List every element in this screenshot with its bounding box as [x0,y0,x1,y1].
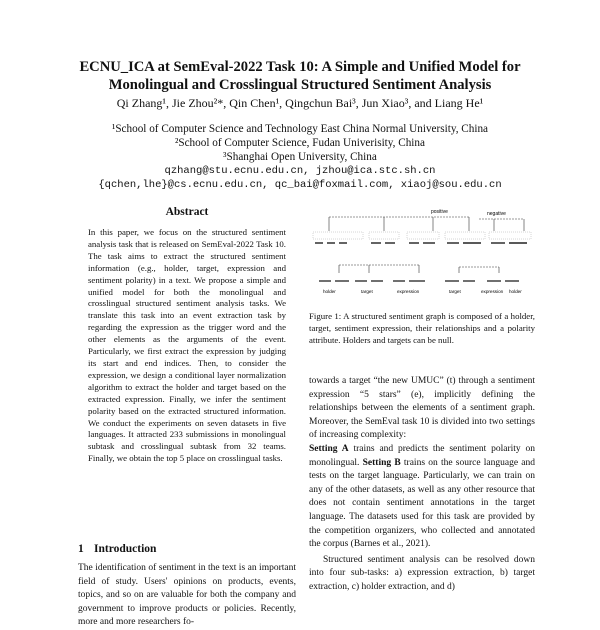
author-list: Qi Zhang¹, Jie Zhou²*, Qin Chen¹, Qingchun Bai³, Jun Xiao³, and Liang He¹ [116,96,484,110]
node-label-positive: positive [431,209,448,215]
node-label-target-2: target [449,289,461,294]
affiliation-2: ²School of Computer Science, Fudan Univerisity, China [175,137,425,149]
paper-title [0,58,600,94]
abstract-section [78,206,296,465]
node-label-expression-2: expression [481,289,504,294]
node-label-holder: holder [323,289,336,294]
node-label-target: target [361,289,373,294]
email-line-1: qzhang@stu.ecnu.edu.cn, jzhou@ica.stc.sh.cn [164,165,436,177]
sentiment-graph-diagram [309,205,535,305]
node-label-negative: negative [487,211,506,217]
title-line-1: ECNU_ICA at SemEval-2022 Task 10: A Simple and Unified Model for [79,59,521,75]
body-paragraph-1 [309,375,535,552]
setting-b-text: trains on the source language and tests on the target language. Particularly, we can train on any of the other datasets, as well as any other resource that does not contain sentiment annotations in the target language. The datasets used for this task are provided by the competition organizers, who collected and annotated the corpus (Barnes et al., 2021). [309,457,535,550]
setting-b-label: Setting B [362,457,401,468]
section-number: 1 [78,543,84,555]
node-label-expression: expression [397,289,420,294]
figure-1 [309,205,535,305]
body-p1-text: towards a target “the new UMUC” (t) through a sentiment expression “5 stars” (e), implicitly defining the relationships between the elements of a sentiment graph. Moreover, the SemEval task 10 is divided into two settings of increasing complexity: [309,376,535,441]
affiliation-3: ³Shanghai Open University, China [223,151,377,163]
title-line-2: Monolingual and Crosslingual Structured Sentiment Analysis [108,77,492,93]
setting-a-text: trains and predicts the sentiment polarity on monolingual. [309,443,535,468]
introduction-text: The identification of sentiment in the text is an important field of study. Users' opinions on products, events, topics, and so on are valuable for both the company and government to improve products or policies. Recently, more and more researchers fo- [78,563,296,628]
setting-a-label: Setting A [309,443,349,454]
body-paragraph-2: Structured sentiment analysis can be resolved down into four sub-tasks: a) expression extraction, b) target extraction, c) holder extraction, and d) [309,554,535,592]
right-column [309,205,535,347]
abstract-text: In this paper, we focus on the structured sentiment analysis task that is released on SemEval-2022 Task 10. The task aims to extract the structured sentiment information (e.g., holder, target, expression and sentiment polarity) in a text. We propose a simple and unified model for both the monolingual and crosslingual structured sentiment analysis tasks. We translate this task into an event extraction task by regarding the expression as the trigger word and the other elements as the arguments of the event. Particularly, we first extract the expression by judging its start and end indices. Then, to consider the expression, we design a conditional layer normalization algorithm to extract the holder and target based on the extracted expression. Finally, we infer the sentiment polarity based on the extracted structured information. We conduct the experiments on seven datasets in five languages. It attracted 233 submissions in monolingual subtask and crosslingual subtask from 32 teams. Finally, we obtain the top 5 place on crosslingual tasks. [88,227,286,464]
abstract-heading: Abstract [165,206,209,218]
section-title: Introduction [94,543,157,555]
introduction-heading [78,543,156,555]
figure-caption: Figure 1: A structured sentiment graph is composed of a holder, target, sentiment expression, their relationships and a polarity attribute. Holders and targets can be null. [309,311,535,345]
affiliation-1: ¹School of Computer Science and Technology East China Normal University, China [111,123,489,135]
affiliations [0,122,600,192]
right-body-text [309,375,535,595]
node-label-holder-2: holder [509,289,522,294]
email-line-2: {qchen,lhe}@cs.ecnu.edu.cn, qc_bai@foxmail.com, xiaoj@sou.edu.cn [98,179,502,191]
